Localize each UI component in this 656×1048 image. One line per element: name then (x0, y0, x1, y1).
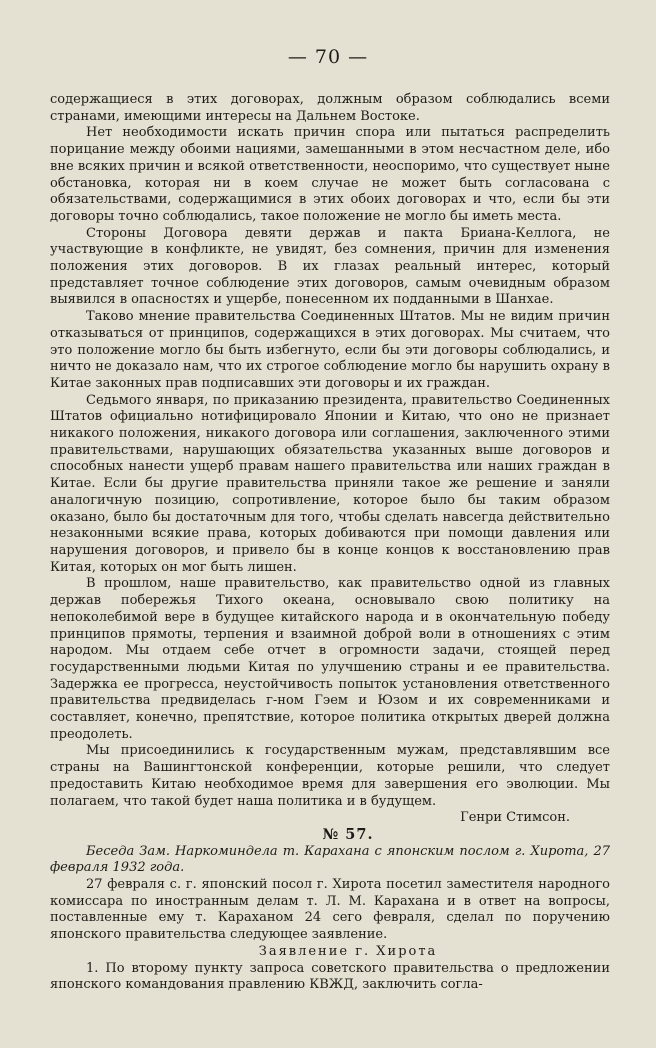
paragraph-5: Седьмого января, по приказанию президента, правительство Соединенных Штатов официально нотифицировало Японии и Китаю, что оно не признает никакого положения, никакого договора или соглашения, заключенного этими правительствами, нарушающих обязательства указанных выше договоров и способных нанести ущерб правам нашего правительства или наших граждан в Китае. Если бы другие правительства приняли такое же решение и заняли аналогичную позицию, сопротивление, которое было бы таким образом оказано, было бы достаточным для того, чтобы сделать навсегда действительно незаконными всякие права, которых добиваются при помощи давления или нарушения договоров, и привело бы в конце концов к восстановлению прав Китая, которых он мог быть лишен. (50, 392, 610, 575)
paragraph-3: Стороны Договора девяти держав и пакта Бриана-Келлога, не участвующие в конфликте, не увидят, без сомнения, причин для изменения положения этих договоров. В их глазах реальный интерес, который представляет точное соблюдение этих договоров, самым очевидным образом выявился в опасностях и ущербе, понесенном их подданными в Шанхае. (50, 225, 610, 308)
page-number: — 70 — (287, 46, 369, 68)
signature: Генри Стимсон. (460, 810, 570, 826)
paragraph-4: Таково мнение правительства Соединенных Штатов. Мы не видим причин отказываться от принципов, содержащихся в этих договорах. Мы считаем, что это положение могло бы быть избегнуто, если бы эти договоры соблюдались, и ничто не доказало нам, что их строгое соблюдение могло бы нарушить охрану в Китае законных прав подписавших эти договоры и их граждан. (50, 309, 610, 391)
section-heading: Заявление г. Хирота (258, 943, 438, 959)
paragraph-2: Нет необходимости искать причин спора или пытаться распределить порицание между обоими нациями, замешанными в этом несчастном деле, ибо вне всяких причин и всякой ответственности, неоспоримо, что существует ныне обстановка, которая ни в коем случае не может быть согласована с обязательствами, содержащимися в этих обоих договорах и что, если бы эти договоры точно соблюдались, такое положение не могло бы иметь места. (50, 125, 610, 224)
document-paragraph-1: 27 февраля с. г. японский посол г. Хирота посетил заместителя народного комиссара по иностранным делам т. Л. М. Карахана и в ответ на вопросы, поставленные ему т. Караханом 24 сего февраля, сделал по поручению японского правительства следующее заявление. (50, 877, 610, 943)
page-body (50, 92, 610, 994)
paragraph-continuation: содержащиеся в этих договорах, должным образом соблюдались всеми странами, имеющими интересы на Дальнем Востоке. (50, 92, 610, 124)
document-number: № 57. (322, 825, 374, 843)
document-paragraph-2: 1. По второму пункту запроса советского правительства о предложении японского командования правлению КВЖД, заключить согла- (50, 960, 610, 993)
paragraph-7: Мы присоединились к государственным мужам, представлявшим все страны на Вашингтонской конференции, которые решили, что следует предоставить Китаю необходимое время для завершения его эволюции. Мы полагаем, что такой будет наша политика и в будущем. (50, 743, 610, 809)
paragraph-6: В прошлом, наше правительство, как правительство одной из главных держав побережья Тихого океана, основывало свою политику на непоколебимой вере в будущее китайского народа и в окончательную победу принципов прямоты, терпения и взаимной доброй воли в отношениях с этим народом. Мы отдаем себе отчет в огромности задачи, стоящей перед государственными людьми Китая по улучшению страны и ее правительства. Задержка ее прогресса, неустойчивость попыток установления ответственного правительства предвиделась г-ном Гэем и Юзом и их современниками и составляет, конечно, препятствие, которое политика открытых дверей должна преодолеть. (50, 576, 610, 742)
document-title: Беседа Зам. Наркоминдела т. Карахана с японским послом г. Хирота, 27 февраля 1932 года. (50, 843, 610, 876)
